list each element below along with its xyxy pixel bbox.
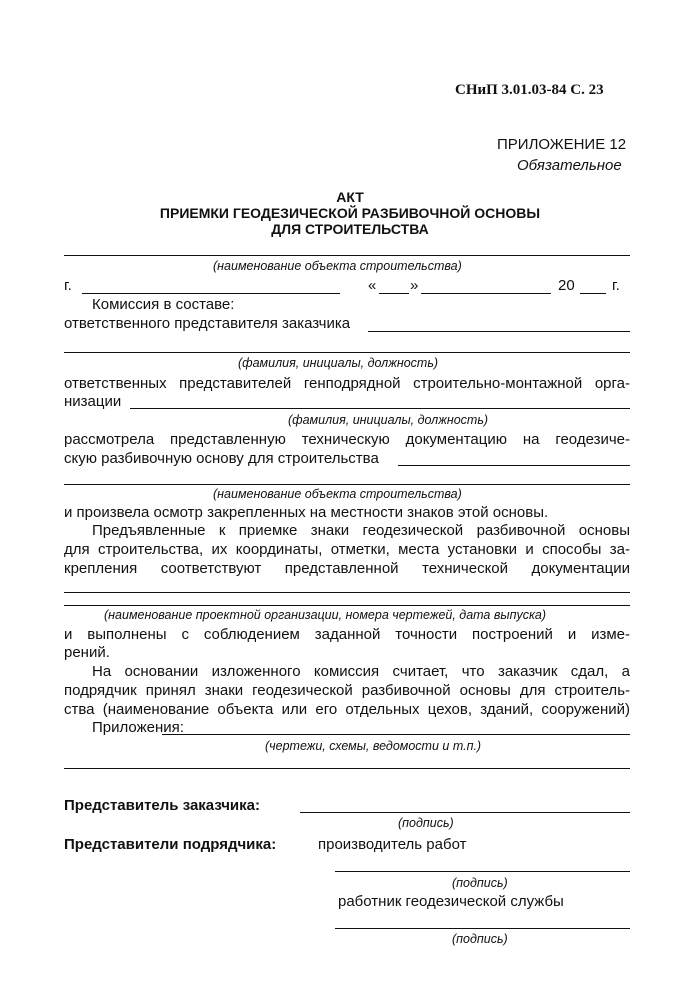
- customer-rep-blank-2[interactable]: [64, 352, 630, 353]
- works-producer-label: производитель работ: [318, 836, 467, 853]
- doc-code: СНиП 3.01.03-84 С. 23: [455, 82, 604, 98]
- conclusion-line-3: ства (наименование объекта или его отдельных цехов, зданий, сооружений): [64, 701, 630, 718]
- customer-signature-label: Представитель заказчика:: [64, 797, 260, 814]
- object-name-blank[interactable]: [64, 255, 630, 256]
- inspected-line: и произвела осмотр закрепленных на местности знаков этой основы.: [64, 504, 549, 521]
- month-blank[interactable]: [421, 293, 551, 294]
- title-line-2: ПРИЕМКИ ГЕОДЕЗИЧЕСКОЙ РАЗБИВОЧНОЙ ОСНОВЫ: [159, 205, 541, 221]
- presented-line-3: крепления соответствуют представленной технической документации: [64, 560, 630, 577]
- commission-label: Комиссия в составе:: [92, 296, 235, 313]
- object-name-caption-2: (наименование объекта строительства): [213, 487, 462, 501]
- city-prefix: г.: [64, 277, 72, 294]
- customer-rep-label: ответственного представителя заказчика: [64, 315, 351, 332]
- design-org-caption: (наименование проектной организации, номера чертежей, дата выпуска): [104, 608, 546, 622]
- day-blank[interactable]: [379, 293, 409, 294]
- reviewed-line-1: рассмотрела представленную техническую документацию на геодезиче-: [64, 431, 630, 448]
- presented-line-1: Предъявленные к приемке знаки геодезической разбивочной основы: [92, 522, 630, 539]
- attachments-blank-2[interactable]: [64, 768, 630, 769]
- conclusion-line-1: На основании изложенного комиссия считает, что заказчик сдал, а: [92, 663, 630, 680]
- city-blank[interactable]: [82, 293, 340, 294]
- presented-line-2: для строительства, их координаты, отметки, места установки и способы за-: [64, 541, 630, 558]
- year-suffix: г.: [612, 277, 620, 294]
- title-line-3: ДЛЯ СТРОИТЕЛЬСТВА: [271, 221, 429, 237]
- accuracy-line-2: рений.: [64, 644, 110, 661]
- title-line-1: АКТ: [336, 189, 364, 205]
- year-blank[interactable]: [580, 293, 606, 294]
- signature-caption-2: (подпись): [452, 876, 508, 890]
- quote-close: »: [410, 277, 419, 294]
- signature-caption-3: (подпись): [452, 932, 508, 946]
- fio-caption-2: (фамилия, инициалы, должность): [288, 413, 489, 427]
- design-org-blank-1[interactable]: [64, 592, 630, 593]
- attachments-label: Приложения:: [92, 719, 184, 736]
- attachments-caption: (чертежи, схемы, ведомости и т.п.): [265, 739, 482, 753]
- accuracy-line-1: и выполнены с соблюдением заданной точности построений и изме-: [64, 626, 630, 643]
- signature-caption-1: (подпись): [398, 816, 454, 830]
- customer-rep-blank[interactable]: [368, 331, 630, 332]
- reviewed-line-2: скую разбивочную основу для строительства: [64, 450, 379, 467]
- geodetic-worker-signature-blank[interactable]: [335, 928, 630, 929]
- fio-caption-1: (фамилия, инициалы, должность): [238, 356, 439, 370]
- design-org-blank-2[interactable]: [64, 605, 630, 606]
- appendix-status: Обязательное: [517, 157, 622, 174]
- customer-signature-blank[interactable]: [300, 812, 630, 813]
- conclusion-line-2: подрядчик принял знаки геодезической разбивочной основы для строитель-: [64, 682, 630, 699]
- object-name-blank-2[interactable]: [64, 484, 630, 485]
- works-producer-signature-blank[interactable]: [335, 871, 630, 872]
- contractor-signature-label: Представители подрядчика:: [64, 836, 277, 853]
- quote-open: «: [368, 277, 377, 294]
- year-prefix: 20: [558, 277, 575, 294]
- geodetic-worker-label: работник геодезической службы: [338, 893, 564, 910]
- reviewed-blank[interactable]: [398, 465, 630, 466]
- contractor-reps-line-2: низации: [64, 393, 122, 410]
- contractor-reps-blank[interactable]: [130, 408, 630, 409]
- contractor-reps-line-1: ответственных представителей генподрядной строительно-монтажной орга-: [64, 375, 630, 392]
- object-name-caption: (наименование объекта строительства): [213, 259, 462, 273]
- appendix-label: ПРИЛОЖЕНИЕ 12: [497, 136, 627, 153]
- attachments-blank[interactable]: [162, 734, 630, 735]
